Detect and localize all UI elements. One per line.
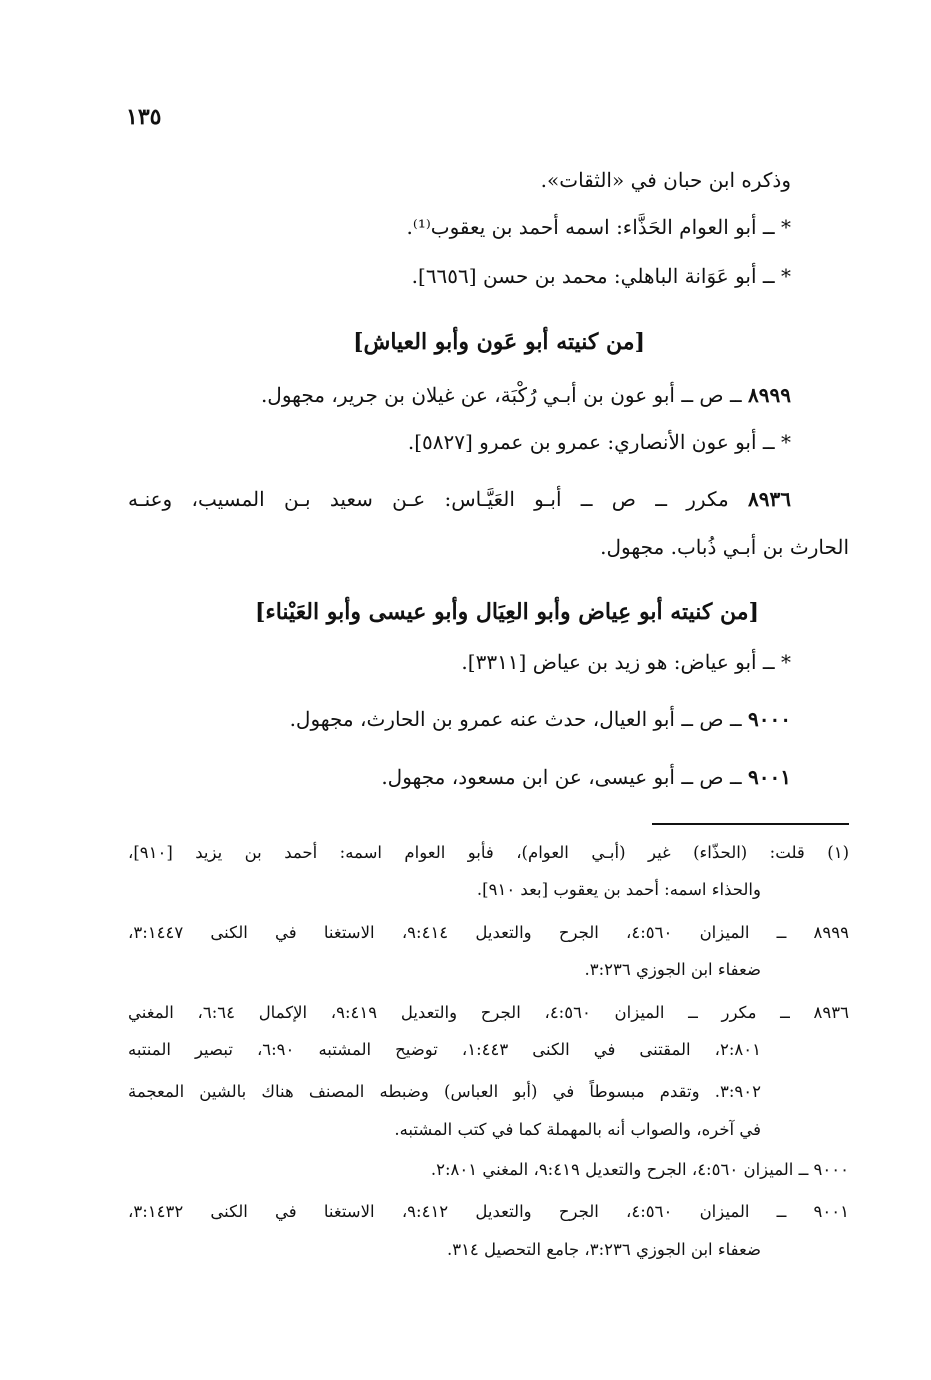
entry-9000 <box>290 707 791 731</box>
entry-8936 <box>128 487 791 511</box>
footnote-line: ٣:٩٠٢. وتقدم مبسوطاً في (أبو العباس) وضبطه المصنف هناك بالشين المعجمة <box>128 1082 761 1101</box>
footnote-line: (١) قلت: (الحذّاء) غير (أبـي العوام)، فأبو العوام اسمه: أحمد بن يزيد [٩١٠]، <box>128 843 849 862</box>
body-line: * ــ أبو عَوَانة الباهلي: محمد بن حسن [٦٦٥٦]. <box>411 264 791 288</box>
entry-text: مكرر ــ ص ــ أبـو العَيَّـاس: عـن سعيد بـن المسيب، وعنـه <box>128 487 729 511</box>
entry-text: ــ ص ــ أبو العيال، حدث عنه عمرو بن الحارث، مجهول. <box>289 707 742 731</box>
page-number: ١٣٥ <box>126 104 162 130</box>
entry-number: ٩٠٠٠ <box>748 707 791 731</box>
footnote-line: ٨٩٩٩ ــ الميزان ٤:٥٦٠، الجرح والتعديل ٩:٤١٤، الاستغنا في الكنى ٣:١٤٤٧، <box>128 923 849 942</box>
entry-text: ــ ص ــ أبو عيسى، عن ابن مسعود، مجهول. <box>381 765 742 789</box>
entry-9001 <box>381 765 791 789</box>
footnote-line: ضعفاء ابن الجوزي ٣:٢٣٦، جامع التحصيل ٣١٤. <box>446 1240 761 1259</box>
footnote-line: ٨٩٣٦ ــ مكرر ــ الميزان ٤:٥٦٠، الجرح والتعديل ٩:٤١٩، الإكمال ٦:٦٤، المغني <box>128 1003 849 1022</box>
entry-number: ٨٩٩٩ <box>748 383 791 407</box>
section-heading: [من كنيته أبو عَون وأبو العياش] <box>353 329 645 355</box>
body-line: وذكره ابن حبان في «الثقات». <box>540 168 791 192</box>
footnote-line: في آخره، والصواب أنه بالمهملة كما في كتب المشتبه. <box>394 1120 761 1139</box>
section-heading: [من كنيته أبو عِياض وأبو العِيَال وأبو عيسى وأبو العَيْناء] <box>254 599 759 625</box>
footnote-separator <box>652 823 849 825</box>
entry-number: ٨٩٣٦ <box>748 487 791 511</box>
body-line: * ــ أبو عون الأنصاري: عمرو بن عمرو [٥٨٢٧]. <box>407 430 791 454</box>
footnote-line: ٢:٨٠١، المقتنى في الكنى ١:٤٤٣، توضيح المشتبه ٦:٩٠، تبصير المنتبه <box>128 1040 761 1059</box>
footnote-line: ٩٠٠٠ ــ الميزان ٤:٥٦٠، الجرح والتعديل ٩:٤١٩، المغني ٢:٨٠١. <box>430 1160 849 1179</box>
entry-text: ــ ص ــ أبو عون بن أبـي رُكْبَة، عن غيلان بن جرير، مجهول. <box>260 383 742 407</box>
entry-number: ٩٠٠١ <box>748 765 791 789</box>
footnote-line: والحذاء اسمه: أحمد بن يعقوب [بعد ٩١٠]. <box>476 880 761 899</box>
entry-8936-continued: الحارث بن أبـي ذُباب. مجهول. <box>600 535 849 559</box>
footnote-line: ضعفاء ابن الجوزي ٣:٢٣٦. <box>584 960 761 979</box>
body-line: * ــ أبو العوام الحَذَّاء: اسمه أحمد بن يعقوب⁽¹⁾. <box>406 215 791 239</box>
entry-8999 <box>261 383 791 407</box>
footnote-line: ٩٠٠١ ــ الميزان ٤:٥٦٠، الجرح والتعديل ٩:٤١٢، الاستغنا في الكنى ٣:١٤٣٢، <box>128 1202 849 1221</box>
body-line: * ــ أبو عياض: هو زيد بن عياض [٣٣١١]. <box>461 650 791 674</box>
